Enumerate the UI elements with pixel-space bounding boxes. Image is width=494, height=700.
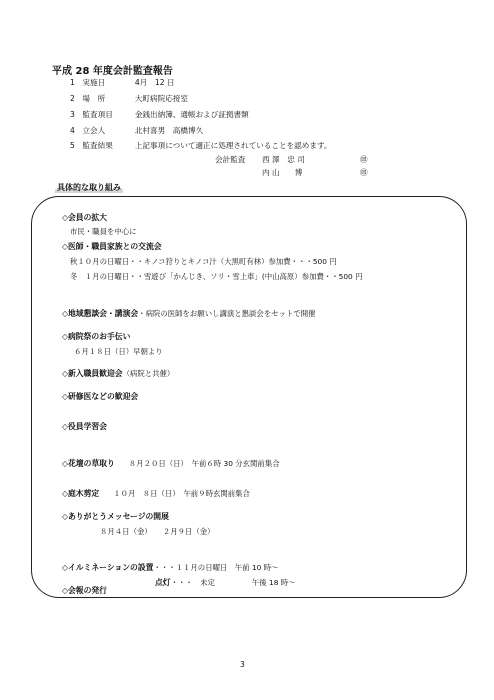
row-value: 北村喜男 高橋博久	[134, 126, 204, 135]
report-row-witness	[70, 126, 203, 136]
section-title: 具体的な取り組み	[57, 183, 121, 192]
auditor-title: 会計監査	[215, 155, 246, 164]
item-text: ６月１８日（日）早朝より	[74, 347, 163, 356]
list-item	[62, 451, 280, 470]
item-text: ・病院の医師をお願いし講演と懇談会をセットで開催	[138, 309, 316, 318]
report-row-date	[70, 78, 175, 88]
row-number: 5	[70, 141, 75, 150]
item-text: ８月２０日（日） 午前６時 30 分玄関前集合	[128, 459, 280, 468]
item-heading: ◇医師・職員家族との交流会	[62, 242, 162, 251]
row-label: 立会人	[82, 126, 106, 135]
item-heading: ◇地域懇談会・講演会	[62, 309, 139, 318]
item-heading: ◇会員の拡大	[62, 213, 107, 222]
item-heading: ◇庭木剪定	[62, 489, 100, 498]
item-heading: 点灯	[155, 578, 171, 587]
item-text: 秋１０月の日曜日・・キノコ狩りとキノコ汁（大黒町有林）参加費・・・500 円	[70, 257, 337, 266]
item-text: １０月 ８日（日） 午前９時玄関前集合	[113, 489, 250, 498]
item-text: （病院と共催）	[122, 369, 175, 378]
report-row-items	[70, 110, 249, 120]
row-value: 大町病院応接室	[134, 94, 188, 103]
report-title: 平成 28 年度会計監査報告	[52, 66, 173, 77]
page-number: 3	[240, 660, 245, 669]
list-item	[62, 361, 174, 380]
report-row-place	[70, 94, 188, 104]
list-item	[62, 481, 250, 500]
item-text: ８月４日（金） ２月９日（金）	[100, 527, 215, 536]
row-number: 1	[70, 78, 75, 87]
list-item	[62, 301, 316, 320]
item-heading: ◇会報の発行	[62, 586, 107, 595]
row-label: 場 所	[82, 94, 106, 103]
auditor-name: 西 澤 忠 司	[262, 155, 305, 164]
row-value: 4月 12 日	[134, 78, 175, 87]
item-heading: ◇研修医などの歓迎会	[62, 392, 139, 401]
item-heading: ◇花壇の草取り	[62, 459, 115, 468]
row-label: 監査項目	[82, 110, 113, 119]
item-text: 市民・職員を中心に	[70, 227, 137, 236]
item-text: ・・・１１月の日曜日 午前 10 時～	[153, 563, 279, 572]
item-heading: ◇ありがとうメッセージの開展	[62, 512, 169, 521]
row-value: 上記事項について適正に処理されていることを認めます。	[134, 141, 332, 150]
item-text: ・・・ 未定 午後 18 時～	[170, 578, 296, 587]
seal-mark: ㊞	[360, 168, 368, 177]
item-heading: ◇新入職員歓迎会	[62, 369, 123, 378]
seal-mark: ㊞	[360, 155, 368, 164]
row-number: 2	[70, 94, 75, 103]
item-heading: ◇役員学習会	[62, 422, 107, 431]
row-value: 金銭出納簿、通帳および証拠書類	[134, 110, 249, 119]
row-label: 実施日	[82, 78, 106, 87]
auditor-name: 内 山 博	[262, 168, 303, 177]
row-number: 3	[70, 110, 75, 119]
item-heading: ◇病院祭のお手伝い	[62, 332, 131, 341]
row-number: 4	[70, 126, 75, 135]
row-label: 監査結果	[82, 141, 113, 150]
item-heading: ◇イルミネーションの設置	[62, 563, 154, 572]
report-row-result	[70, 141, 332, 151]
item-text: 冬 １月の日曜日・・雪遊び「かんじき、ソリ・雪上車」(中山高原）参加費・・500 円	[70, 272, 363, 281]
list-item	[155, 570, 296, 589]
